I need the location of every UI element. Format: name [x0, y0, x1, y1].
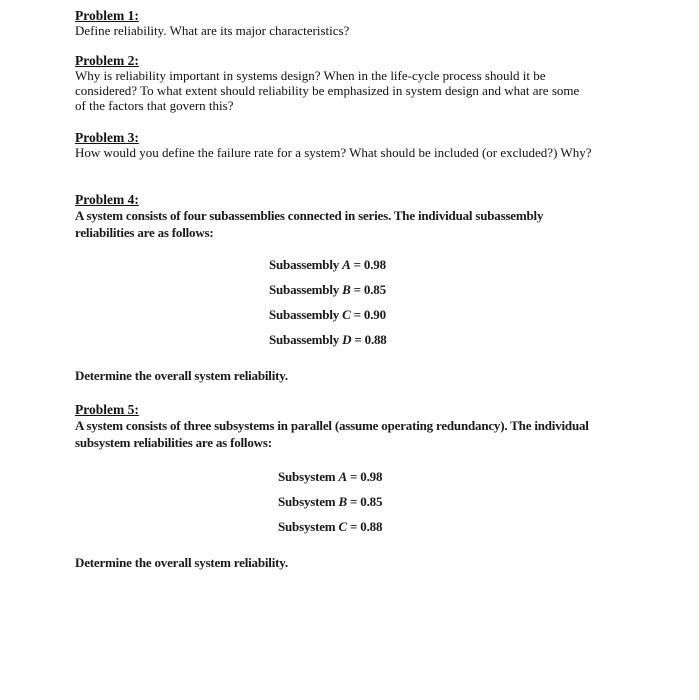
problem-5-item-a: Subsystem A = 0.98 — [278, 469, 383, 484]
problem-4-item-b: Subassembly B = 0.85 — [269, 282, 386, 297]
problem-5-text: A system consists of three subsystems in parallel (assume operating redundancy). The individual subsystem reliabilities are as follows: — [75, 418, 589, 450]
problem-5-item-b: Subsystem B = 0.85 — [278, 494, 383, 509]
problem-4-text: A system consists of four subassemblies connected in series. The individual subassembly reliabilities are as follows: — [75, 208, 544, 240]
problem-4 — [75, 192, 635, 241]
problem-4-question: Determine the overall system reliability. — [75, 368, 288, 383]
problem-3-title: Problem 3: — [75, 130, 139, 145]
problem-1-text: Define reliability. What are its major characteristics? — [75, 23, 350, 38]
problem-4-title: Problem 4: — [75, 192, 139, 207]
problem-2-title: Problem 2: — [75, 53, 139, 68]
problem-4-item-a: Subassembly A = 0.98 — [269, 257, 386, 272]
problem-5-title: Problem 5: — [75, 402, 139, 417]
problem-2 — [75, 53, 635, 113]
problem-5-item-c: Subsystem C = 0.88 — [278, 519, 383, 534]
problem-2-text: Why is reliability important in systems design? When in the life-cycle process should it be considered? To what extent should reliability be emphasized in system design and what are some of the factors that govern this? — [75, 68, 580, 113]
problem-1 — [75, 8, 635, 38]
problem-5 — [75, 402, 635, 451]
problem-3-text: How would you define the failure rate for a system? What should be included (or excluded?) Why? — [75, 145, 592, 160]
problem-1-title: Problem 1: — [75, 8, 139, 23]
problem-3 — [75, 130, 635, 160]
problem-5-question: Determine the overall system reliability. — [75, 555, 288, 570]
problem-4-item-c: Subassembly C = 0.90 — [269, 307, 386, 322]
problem-4-item-d: Subassembly D = 0.88 — [269, 332, 387, 347]
